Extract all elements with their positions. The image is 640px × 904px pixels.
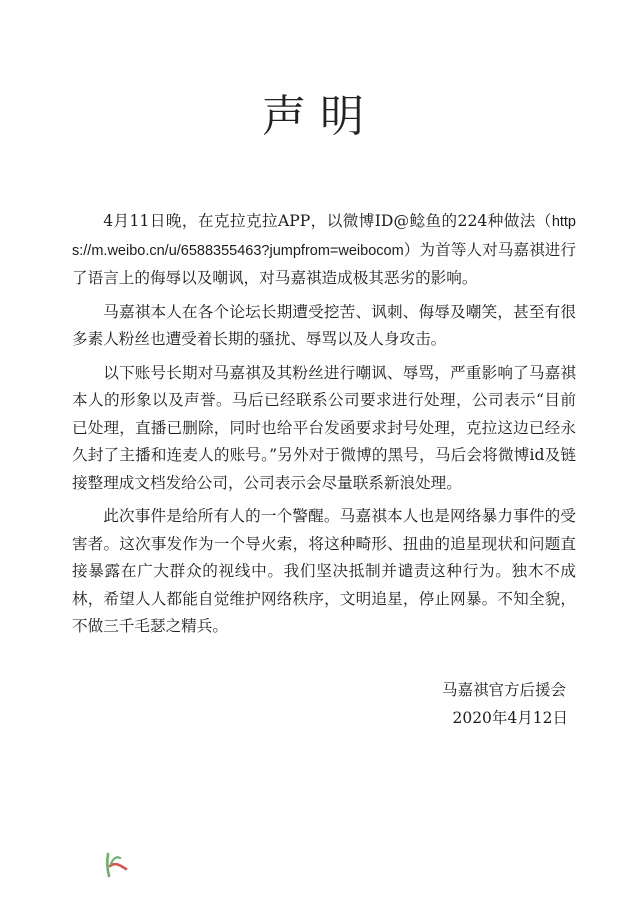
paragraph-1-tail: ）为首等人对马嘉祺进行了语言上的侮辱以及嘲讽，对马嘉祺造成极其恶劣的影响。	[72, 240, 576, 287]
signature-date: 2020年4月12日	[452, 709, 568, 727]
signature-organization: 马嘉祺官方后援会	[441, 681, 566, 699]
paragraph-1	[72, 208, 576, 293]
document-title: 声明	[262, 91, 378, 142]
k-logo-icon	[102, 852, 132, 878]
document-body	[72, 208, 576, 647]
paragraph-2: 马嘉祺本人在各个论坛长期遭受挖苦、讽刺、侮辱及嘲笑，甚至有很多素人粉丝也遭受着长期的骚扰、辱骂以及人身攻击。	[72, 302, 576, 348]
weibo-link[interactable]: https://m.weibo.cn/u/6588355463?jumpfrom=weibocom	[72, 214, 576, 259]
paragraph-3: 以下账号长期对马嘉祺及其粉丝进行嘲讽、辱骂，严重影响了马嘉祺本人的形象以及声誉。马后已经联系公司要求进行处理，公司表示“目前已处理，直播已删除，同时也给平台发函要求封号处理，克拉这边已经永久封了主播和连麦人的账号。”另外对于微博的黑号，马后会将微博id及链接整理成文档发给公司，公司表示会尽量联系新浪处理。	[72, 363, 576, 492]
signature-block	[442, 676, 568, 732]
paragraph-4: 此次事件是给所有人的一个警醒。马嘉祺本人也是网络暴力事件的受害者。这次事发作为一个导火索，将这种畸形、扭曲的追星现状和问题直接暴露在广大群众的视线中。我们坚决抵制并谴责这种行为。独木不成林，希望人人都能自觉维护网络秩序，文明追星，停止网暴。不知全貌，不做三千毛瑟之精兵。	[72, 507, 576, 635]
paragraph-1-lead: 4月11日晚，在克拉克拉APP，以微博ID@鲶鱼的224种做法（	[103, 212, 552, 230]
